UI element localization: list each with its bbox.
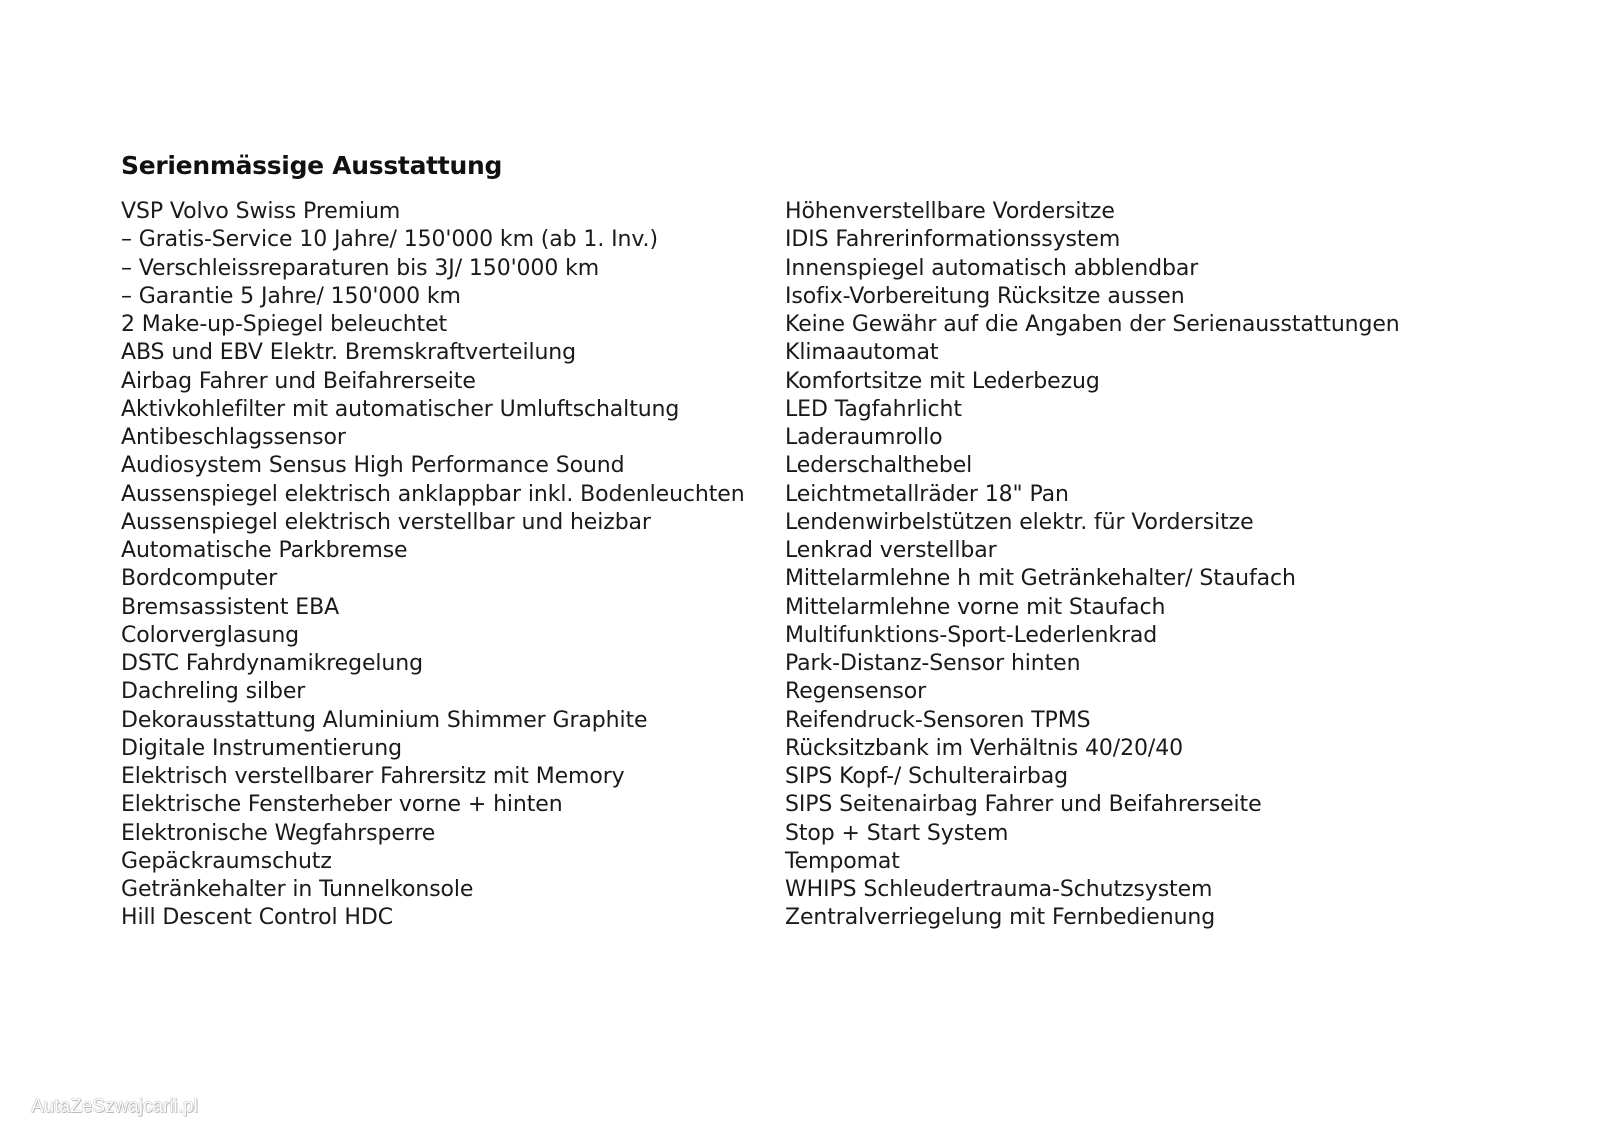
equipment-item: Dekorausstattung Aluminium Shimmer Graphite — [121, 707, 648, 733]
equipment-item: VSP Volvo Swiss Premium — [121, 199, 401, 224]
equipment-item: SIPS Seitenairbag Fahrer und Beifahrerseite — [785, 792, 1262, 818]
watermark: AutaZeSzwajcarii.pl — [31, 1096, 198, 1117]
equipment-item: 2 Make-up-Spiegel beleuchtet — [121, 312, 448, 337]
page-title: Serienmässige Ausstattung — [121, 150, 503, 180]
equipment-item: ABS und EBV Elektr. Bremskraftverteilung — [121, 340, 577, 366]
equipment-list-right — [785, 198, 1400, 933]
equipment-item: Tempomat — [785, 848, 900, 874]
equipment-item: Elektrisch verstellbarer Fahrersitz mit Memory — [121, 764, 625, 789]
equipment-item: Isofix-Vorbereitung Rücksitze aussen — [785, 283, 1185, 309]
equipment-item: Laderaumrollo — [785, 425, 943, 450]
equipment-item: Aussenspiegel elektrisch verstellbar und heizbar — [121, 509, 651, 535]
equipment-item: Klimaautomat — [785, 340, 939, 366]
equipment-item: Zentralverriegelung mit Fernbedienung — [785, 905, 1216, 931]
equipment-item: Stop + Start System — [785, 820, 1009, 846]
equipment-item: SIPS Kopf-/ Schulterairbag — [785, 764, 1069, 789]
equipment-item: Höhenverstellbare Vordersitze — [785, 199, 1115, 224]
equipment-item: WHIPS Schleudertrauma-Schutzsystem — [785, 877, 1213, 902]
equipment-item: Komfortsitze mit Lederbezug — [785, 368, 1100, 394]
equipment-item: Lenkrad verstellbar — [785, 538, 997, 563]
equipment-item: DSTC Fahrdynamikregelung — [121, 651, 423, 676]
equipment-item: Digitale Instrumentierung — [121, 735, 402, 761]
equipment-item: – Garantie 5 Jahre/ 150'000 km — [121, 283, 461, 309]
equipment-item: Bordcomputer — [121, 566, 278, 592]
equipment-item: IDIS Fahrerinformationssystem — [785, 227, 1121, 253]
equipment-item: Aussenspiegel elektrisch anklappbar inkl. Bodenleuchten — [121, 481, 745, 507]
equipment-list-left — [121, 198, 745, 933]
equipment-item: Bremsassistent EBA — [121, 594, 340, 620]
equipment-item: Reifendruck-Sensoren TPMS — [785, 707, 1091, 733]
equipment-item: Gepäckraumschutz — [121, 848, 332, 874]
equipment-item: – Gratis-Service 10 Jahre/ 150'000 km (ab 1. Inv.) — [121, 227, 658, 253]
equipment-item: Park-Distanz-Sensor hinten — [785, 651, 1081, 676]
equipment-item: Getränkehalter in Tunnelkonsole — [121, 877, 474, 902]
equipment-item: Leichtmetallräder 18" Pan — [785, 481, 1069, 507]
equipment-item: – Verschleissreparaturen bis 3J/ 150'000 km — [121, 255, 600, 281]
equipment-item: Keine Gewähr auf die Angaben der Serienausstattungen — [785, 312, 1400, 337]
equipment-item: Airbag Fahrer und Beifahrerseite — [121, 368, 476, 394]
equipment-item: Mittelarmlehne h mit Getränkehalter/ Staufach — [785, 566, 1296, 592]
equipment-item: Innenspiegel automatisch abblendbar — [785, 255, 1199, 281]
equipment-item: Hill Descent Control HDC — [121, 905, 393, 931]
equipment-item: Audiosystem Sensus High Performance Sound — [121, 453, 625, 479]
equipment-item: Elektrische Fensterheber vorne + hinten — [121, 792, 563, 818]
equipment-item: Antibeschlagssensor — [121, 425, 346, 450]
equipment-item: Mittelarmlehne vorne mit Staufach — [785, 594, 1166, 620]
equipment-item: Regensensor — [785, 679, 927, 705]
equipment-item: Lendenwirbelstützen elektr. für Vordersitze — [785, 509, 1254, 535]
equipment-item: Elektronische Wegfahrsperre — [121, 820, 436, 846]
equipment-item: LED Tagfahrlicht — [785, 396, 962, 422]
equipment-item: Multifunktions-Sport-Lederlenkrad — [785, 622, 1158, 648]
equipment-item: Rücksitzbank im Verhältnis 40/20/40 — [785, 735, 1184, 761]
equipment-item: Automatische Parkbremse — [121, 538, 408, 563]
equipment-item: Colorverglasung — [121, 622, 300, 648]
equipment-item: Lederschalthebel — [785, 453, 973, 479]
equipment-item: Aktivkohlefilter mit automatischer Umluftschaltung — [121, 396, 680, 422]
equipment-item: Dachreling silber — [121, 679, 306, 705]
